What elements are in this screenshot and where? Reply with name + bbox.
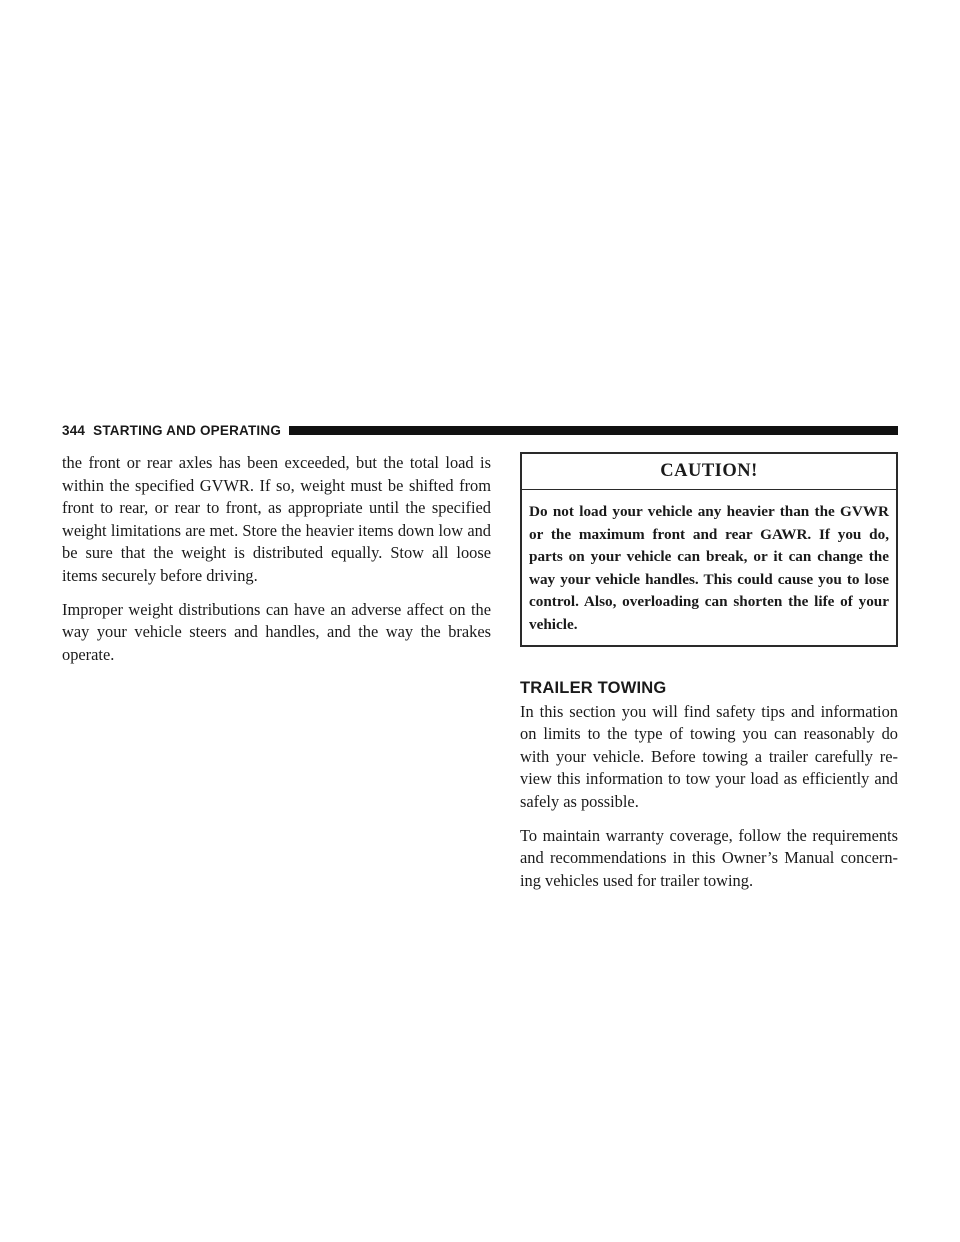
left-column	[62, 452, 491, 677]
paragraph-weight-shift: the front or rear axles has been exceeded, but the total load is within the specified GVWR. If so, weight must be shifted from front to rear, or rear to front, as appropriate until the specified weight limitations are met. Store the heavier items down low and be sure that the weight is distributed equally. Stow all loose items securely before driving.	[62, 453, 491, 585]
caution-title: CAUTION!	[522, 454, 896, 490]
caution-text: Do not load your vehicle any heavier than the GVWR or the maximum front and rear GAWR. If you do, parts on your vehicle can break, or it can change the way your vehicle handles. This could cause you to lose control. Also, overloading can shorten the life of your vehicle.	[529, 503, 889, 633]
header-rule	[289, 426, 898, 435]
caution-box	[520, 452, 898, 647]
paragraph-weight-distribution: Improper weight distributions can have an adverse affect on the way your vehicle steers and handles, and the way the brakes operate.	[62, 599, 491, 664]
page-header	[62, 420, 898, 440]
section-title: STARTING AND OPERATING	[93, 422, 282, 438]
section-heading-trailer-towing: TRAILER TOWING	[520, 678, 667, 697]
right-column	[520, 452, 898, 903]
paragraph-towing-intro: In this section you will find safety tips and information on limits to the type of towing you can reasonably do with your vehicle. Before towing a trailer carefully re-view this information to tow your load as efficiently and safely as possible.	[520, 701, 898, 811]
paragraph-warranty: To maintain warranty coverage, follow the requirements and recommendations in this Owner’s Manual concern-ing vehicles used for trailer towing.	[520, 825, 898, 890]
page-number: 344	[62, 422, 86, 438]
